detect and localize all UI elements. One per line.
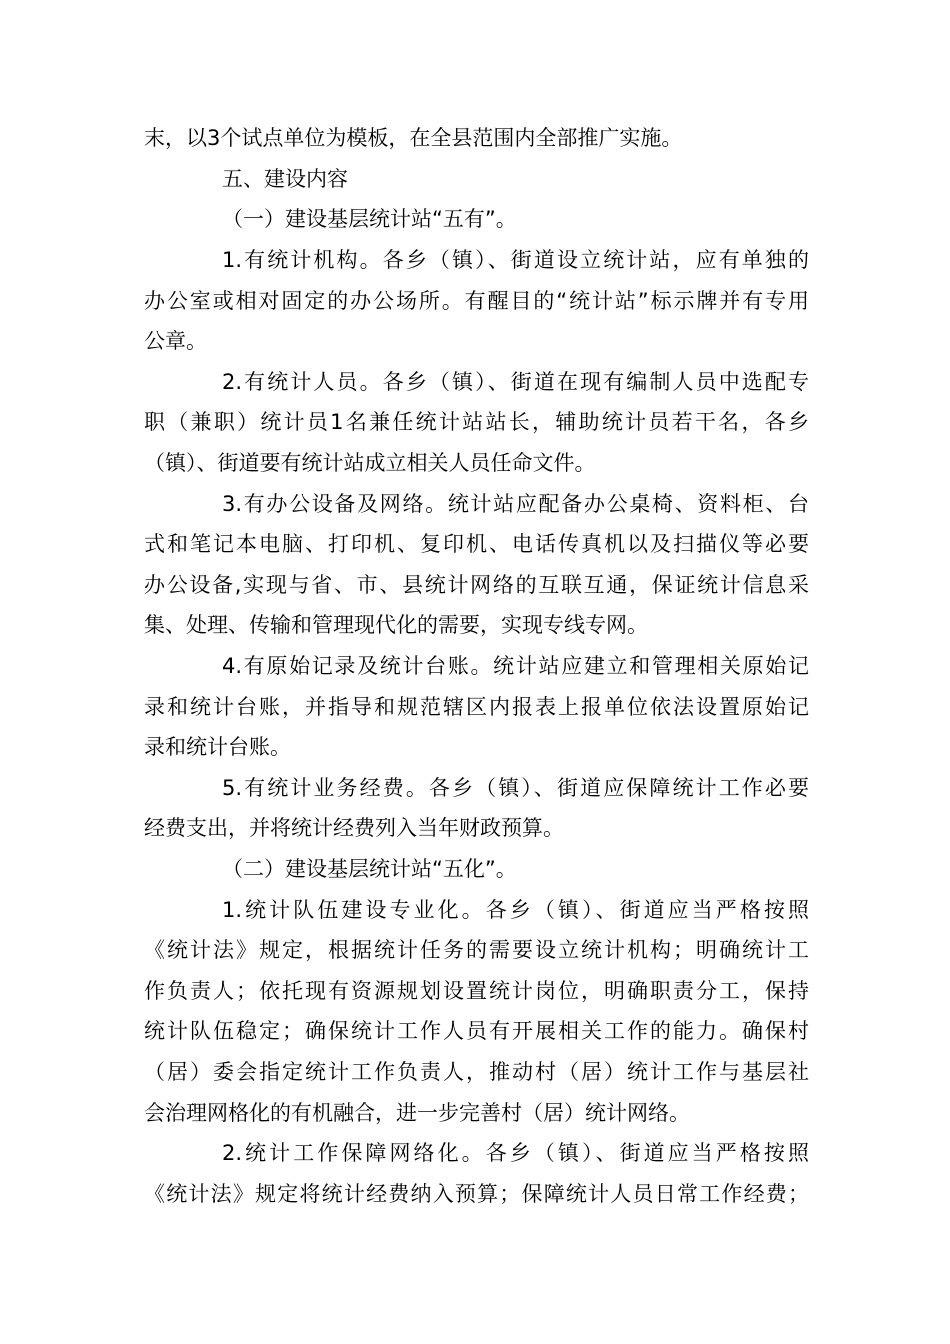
text-line: 集、处理、传输和管理现代化的需要，实现专线专网。 (144, 613, 648, 637)
text-line: 1.统计队伍建设专业化。各乡（镇）、街道应当严格按照 (222, 898, 809, 922)
text-line: 末，以3个试点单位为模板，在全县范围内全部推广实施。 (144, 126, 683, 150)
text-line: 《统计法》规定，根据统计任务的需要设立统计机构；明确统计工 (144, 938, 809, 962)
text-line: 2.有统计人员。各乡（镇）、街道在现有编制人员中选配专 (222, 370, 809, 394)
text-line: 会治理网格化的有机融合，进一步完善村（居）统计网络。 (144, 1101, 690, 1125)
text-line: 经费支出，并将统计经费列入当年财政预算。 (144, 816, 564, 840)
text-line: 统计队伍稳定；确保统计工作人员有开展相关工作的能力。确保村 (144, 1019, 809, 1043)
text-line: 4.有原始记录及统计台账。统计站应建立和管理相关原始记 (222, 654, 809, 678)
text-line: （镇）、街道要有统计站成立相关人员任命文件。 (144, 451, 596, 475)
text-line: （居）委会指定统计工作负责人，推动村（居）统计工作与基层社 (144, 1060, 809, 1084)
text-line: 5.有统计业务经费。各乡（镇）、街道应保障统计工作必要 (222, 776, 809, 800)
text-line: 录和统计台账，并指导和规范辖区内报表上报单位依法设置原始记 (144, 695, 809, 719)
subsection-heading: （二）建设基层统计站“五化”。 (222, 857, 517, 881)
text-line: 办公设备,实现与省、市、县统计网络的互联互通，保证统计信息采 (144, 573, 809, 597)
section-heading: 五、建设内容 (222, 167, 348, 191)
text-line: 3.有办公设备及网络。统计站应配备办公桌椅、资料柜、台 (222, 492, 809, 516)
text-line: 职（兼职）统计员1名兼任统计站站长，辅助统计员若干名，各乡 (144, 410, 809, 434)
text-line: 作负责人；依托现有资源规划设置统计岗位，明确职责分工，保持 (144, 979, 809, 1003)
text-line: 《统计法》规定将统计经费纳入预算；保障统计人员日常工作经费； (144, 1182, 809, 1206)
text-line: 1.有统计机构。各乡（镇）、街道设立统计站，应有单独的 (222, 248, 809, 272)
text-line: 录和统计台账。 (144, 735, 291, 759)
text-line: 公章。 (144, 329, 207, 353)
text-line: 办公室或相对固定的办公场所。有醒目的“统计站”标示牌并有专用 (144, 289, 809, 313)
subsection-heading: （一）建设基层统计站“五有”。 (222, 207, 517, 231)
text-line: 2.统计工作保障网络化。各乡（镇）、街道应当严格按照 (222, 1141, 809, 1165)
text-line: 式和笔记本电脑、打印机、复印机、电话传真机以及扫描仪等必要 (144, 532, 809, 556)
